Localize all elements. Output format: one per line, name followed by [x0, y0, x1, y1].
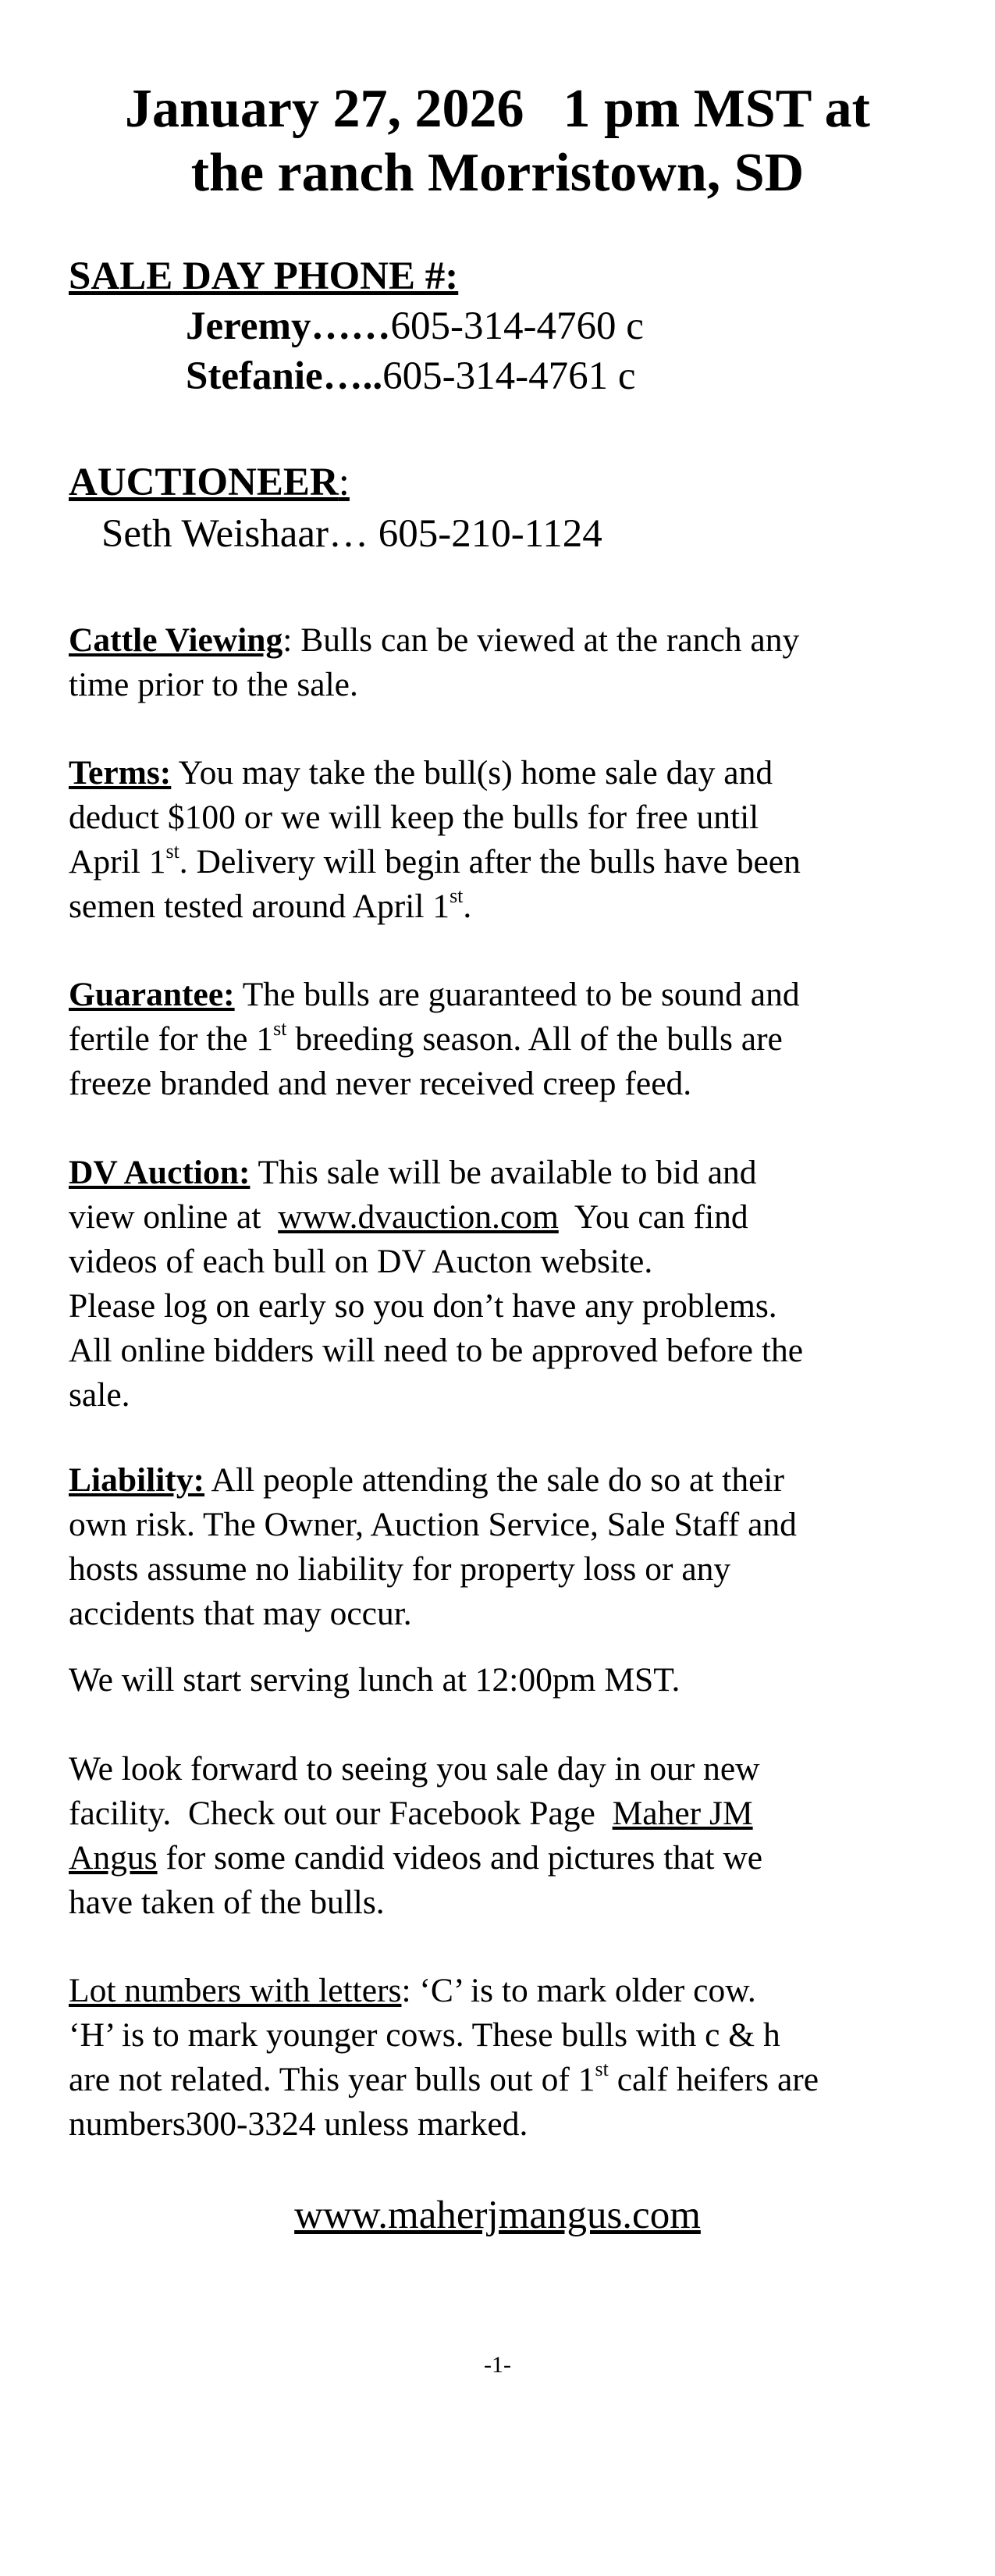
sale-date-heading [47, 76, 948, 142]
ordinal-suffix: st [273, 1016, 287, 1040]
ordinal-suffix: st [450, 884, 464, 907]
liability-text: All people attending the sale do so at their [204, 1461, 784, 1499]
lot-numbers-text: are not related. This year bulls out of 1 [69, 2061, 595, 2098]
website-link[interactable]: www.maherjmangus.com [294, 2194, 701, 2237]
guarantee-text: freeze branded and never received creep feed. [69, 1065, 692, 1102]
lot-numbers-paragraph [69, 1969, 943, 2147]
sale-time-location: 1 pm MST at [563, 79, 870, 139]
dv-auction-text: videos of each bull on DV Aucton website. [69, 1243, 653, 1280]
liability-paragraph [69, 1458, 943, 1636]
sale-day-phone-label: SALE DAY PHONE #: [69, 254, 459, 298]
sale-date: January 27, 2026 [125, 79, 524, 139]
cattle-viewing-paragraph [69, 618, 943, 707]
ordinal-suffix: st [595, 2057, 609, 2080]
liability-label: Liability: [69, 1461, 205, 1499]
facility-paragraph [69, 1747, 943, 1925]
dv-auction-paragraph [69, 1151, 943, 1418]
liability-text: accidents that may occur. [69, 1595, 412, 1632]
terms-label: Terms: [69, 754, 172, 792]
auctioneer-colon: : [338, 461, 350, 504]
terms-paragraph [69, 751, 943, 929]
contact-name: Jeremy…… [186, 304, 391, 348]
dv-auction-text: This sale will be available to bid and [250, 1154, 757, 1191]
terms-text: . Delivery will begin after the bulls have been [179, 843, 801, 881]
facility-text: for some candid videos and pictures that we [157, 1839, 763, 1877]
phone-contact-stefanie [186, 353, 636, 400]
contact-number[interactable]: 605-314-4761 c [382, 354, 636, 398]
guarantee-label: Guarantee: [69, 976, 235, 1013]
auctioneer-contact: Seth Weishaar… 605-210-1124 [101, 512, 602, 556]
guarantee-text: fertile for the 1 [69, 1020, 274, 1058]
facility-text: We look forward to seeing you sale day in our new [69, 1750, 760, 1788]
facility-text: facility. Check out our Facebook Page [69, 1795, 613, 1832]
contact-name: Stefanie….. [186, 354, 383, 398]
phone-contact-jeremy [186, 303, 644, 350]
facebook-page-link[interactable]: Maher JM [612, 1795, 753, 1832]
contact-number[interactable]: 605-314-4760 c [390, 304, 644, 348]
facility-text: have taken of the bulls. [69, 1884, 385, 1921]
auctioneer-label: AUCTIONEER [69, 461, 339, 504]
lunch-paragraph: We will start serving lunch at 12:00pm MST. [69, 1661, 681, 1699]
lot-numbers-text: ‘H’ is to mark younger cows. These bulls with c & h [69, 2016, 780, 2054]
dv-auction-label: DV Auction: [69, 1154, 251, 1191]
ordinal-suffix: st [165, 839, 179, 863]
dv-auction-text: You can find [558, 1198, 748, 1236]
dv-auction-link[interactable]: www.dvauction.com [278, 1198, 559, 1236]
terms-text: You may take the bull(s) home sale day and [171, 754, 773, 792]
liability-text: own risk. The Owner, Auction Service, Sale Staff and [69, 1506, 797, 1543]
dv-auction-text: sale. [69, 1376, 130, 1414]
terms-text: semen tested around April 1 [69, 888, 450, 925]
dv-auction-text: Please log on early so you don’t have any problems. [69, 1287, 777, 1325]
cattle-viewing-label: Cattle Viewing [69, 621, 283, 659]
page-number: -1- [484, 2352, 511, 2378]
terms-text: April 1 [69, 843, 166, 881]
lot-numbers-label: Lot numbers with letters [69, 1972, 402, 2009]
guarantee-text: breeding season. All of the bulls are [286, 1020, 783, 1058]
auctioneer-label-line [69, 459, 350, 506]
lot-numbers-text: : ‘C’ is to mark older cow. [401, 1972, 756, 2009]
lot-numbers-text: numbers300-3324 unless marked. [69, 2105, 528, 2143]
lot-numbers-text: calf heifers are [608, 2061, 819, 2098]
sale-location-heading: the ranch Morristown, SD [190, 143, 805, 203]
cattle-viewing-text: : Bulls can be viewed at the ranch any [283, 621, 800, 659]
guarantee-paragraph [69, 973, 943, 1106]
terms-text: . [463, 888, 472, 925]
liability-text: hosts assume no liability for property loss or any [69, 1550, 731, 1588]
cattle-viewing-text: time prior to the sale. [69, 666, 358, 703]
dv-auction-text: view online at [69, 1198, 279, 1236]
guarantee-text: The bulls are guaranteed to be sound and [234, 976, 800, 1013]
facebook-page-link[interactable]: Angus [69, 1839, 158, 1877]
terms-text: deduct $100 or we will keep the bulls for free until [69, 799, 759, 836]
dv-auction-text: All online bidders will need to be approved before the [69, 1332, 804, 1369]
